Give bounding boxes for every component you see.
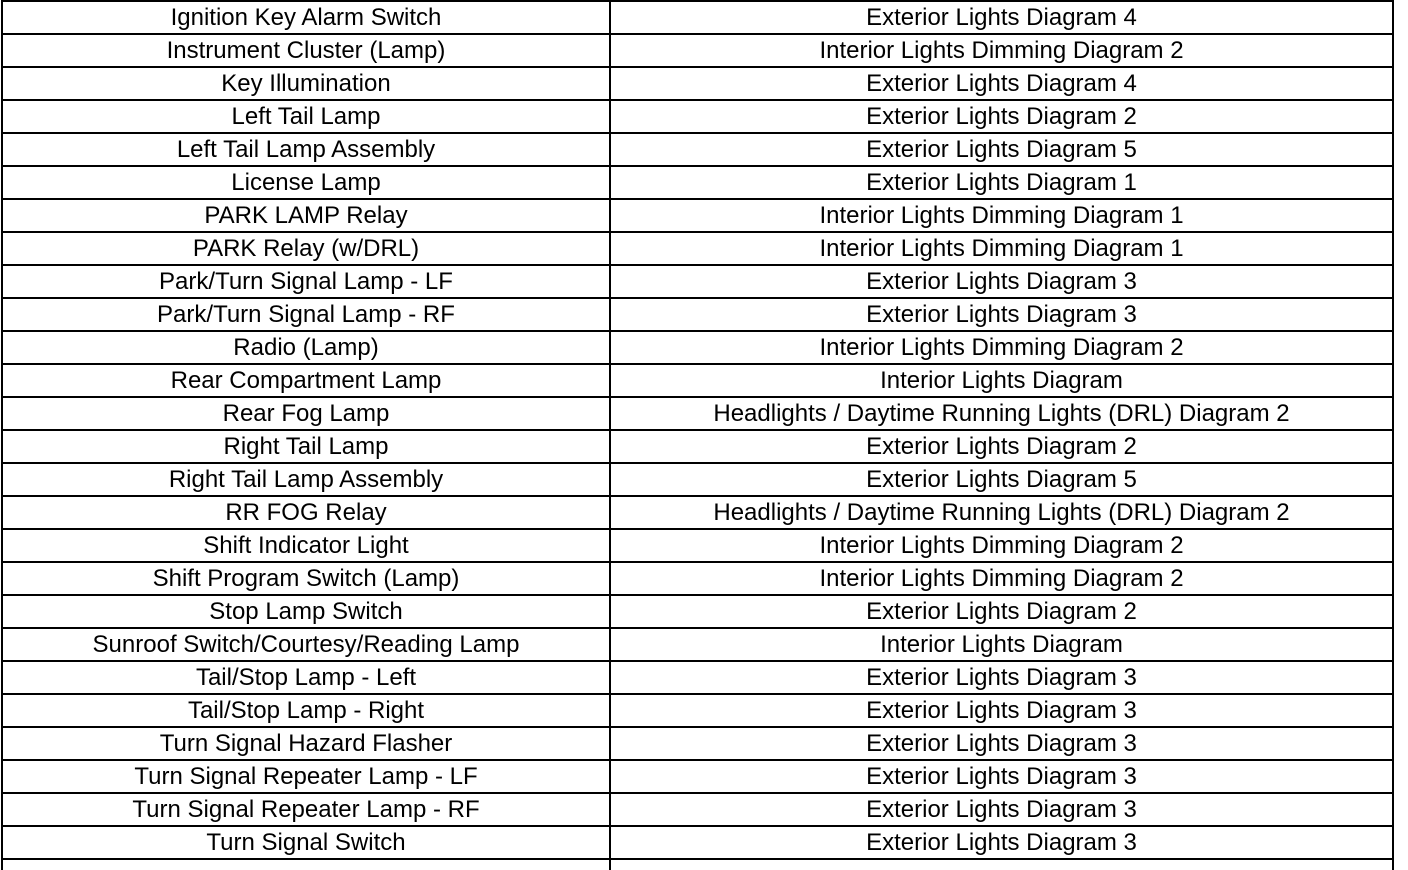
component-name-cell: Left Tail Lamp Assembly bbox=[2, 133, 610, 166]
component-name-cell: PARK LAMP Relay bbox=[2, 199, 610, 232]
diagram-location-cell: Exterior Lights Diagram 5 bbox=[610, 133, 1393, 166]
component-name-cell: Shift Program Switch (Lamp) bbox=[2, 562, 610, 595]
diagram-location-cell: Exterior Lights Diagram 3 bbox=[610, 298, 1393, 331]
table-row-partial bbox=[2, 859, 1393, 870]
diagram-location-cell: Exterior Lights Diagram 2 bbox=[610, 595, 1393, 628]
table-row bbox=[2, 727, 1393, 760]
table-row bbox=[2, 364, 1393, 397]
table-row bbox=[2, 298, 1393, 331]
table-row bbox=[2, 34, 1393, 67]
diagram-location-cell: Exterior Lights Diagram 2 bbox=[610, 100, 1393, 133]
component-name-cell: Park/Turn Signal Lamp - LF bbox=[2, 265, 610, 298]
diagram-location-cell: Interior Lights Diagram bbox=[610, 628, 1393, 661]
component-cell-empty bbox=[2, 859, 610, 870]
diagram-location-cell: Interior Lights Dimming Diagram 2 bbox=[610, 331, 1393, 364]
component-name-cell: Left Tail Lamp bbox=[2, 100, 610, 133]
diagram-location-cell: Exterior Lights Diagram 3 bbox=[610, 826, 1393, 859]
table-row bbox=[2, 199, 1393, 232]
table-row bbox=[2, 463, 1393, 496]
table-row bbox=[2, 133, 1393, 166]
component-name-cell: Key Illumination bbox=[2, 67, 610, 100]
table-row bbox=[2, 595, 1393, 628]
diagram-location-cell: Exterior Lights Diagram 4 bbox=[610, 67, 1393, 100]
table-row bbox=[2, 628, 1393, 661]
diagram-location-cell: Interior Lights Diagram bbox=[610, 364, 1393, 397]
component-name-cell: Sunroof Switch/Courtesy/Reading Lamp bbox=[2, 628, 610, 661]
component-name-cell: Tail/Stop Lamp - Left bbox=[2, 661, 610, 694]
component-name-cell: Radio (Lamp) bbox=[2, 331, 610, 364]
table-row bbox=[2, 661, 1393, 694]
component-name-cell: License Lamp bbox=[2, 166, 610, 199]
component-name-cell: Instrument Cluster (Lamp) bbox=[2, 34, 610, 67]
table-row bbox=[2, 826, 1393, 859]
diagram-location-cell: Exterior Lights Diagram 3 bbox=[610, 727, 1393, 760]
component-name-cell: Rear Fog Lamp bbox=[2, 397, 610, 430]
component-name-cell: Stop Lamp Switch bbox=[2, 595, 610, 628]
table-row bbox=[2, 265, 1393, 298]
component-name-cell: Turn Signal Switch bbox=[2, 826, 610, 859]
diagram-location-cell: Exterior Lights Diagram 3 bbox=[610, 661, 1393, 694]
table-row bbox=[2, 760, 1393, 793]
table-row bbox=[2, 562, 1393, 595]
diagram-location-cell: Exterior Lights Diagram 1 bbox=[610, 166, 1393, 199]
table-row bbox=[2, 331, 1393, 364]
table-row bbox=[2, 100, 1393, 133]
component-name-cell: RR FOG Relay bbox=[2, 496, 610, 529]
component-name-cell: Right Tail Lamp bbox=[2, 430, 610, 463]
table-row bbox=[2, 793, 1393, 826]
diagram-location-cell: Exterior Lights Diagram 3 bbox=[610, 694, 1393, 727]
table-row bbox=[2, 430, 1393, 463]
component-name-cell: PARK Relay (w/DRL) bbox=[2, 232, 610, 265]
component-name-cell: Ignition Key Alarm Switch bbox=[2, 1, 610, 34]
component-name-cell: Turn Signal Repeater Lamp - LF bbox=[2, 760, 610, 793]
table-row bbox=[2, 67, 1393, 100]
diagram-location-cell: Headlights / Daytime Running Lights (DRL) Diagram 2 bbox=[610, 496, 1393, 529]
diagram-location-cell: Exterior Lights Diagram 3 bbox=[610, 793, 1393, 826]
table-row bbox=[2, 529, 1393, 562]
table-row bbox=[2, 1, 1393, 34]
diagram-location-cell: Interior Lights Dimming Diagram 2 bbox=[610, 34, 1393, 67]
component-name-cell: Turn Signal Repeater Lamp - RF bbox=[2, 793, 610, 826]
component-name-cell: Shift Indicator Light bbox=[2, 529, 610, 562]
diagram-location-cell: Exterior Lights Diagram 4 bbox=[610, 1, 1393, 34]
diagram-location-cell: Interior Lights Dimming Diagram 1 bbox=[610, 232, 1393, 265]
diagram-location-cell: Headlights / Daytime Running Lights (DRL) Diagram 2 bbox=[610, 397, 1393, 430]
diagram-location-cell: Interior Lights Dimming Diagram 2 bbox=[610, 562, 1393, 595]
table-row bbox=[2, 397, 1393, 430]
diagram-location-cell: Exterior Lights Diagram 3 bbox=[610, 265, 1393, 298]
component-locator-table bbox=[1, 0, 1394, 870]
component-name-cell: Tail/Stop Lamp - Right bbox=[2, 694, 610, 727]
table-row bbox=[2, 694, 1393, 727]
component-name-cell: Turn Signal Hazard Flasher bbox=[2, 727, 610, 760]
component-name-cell: Park/Turn Signal Lamp - RF bbox=[2, 298, 610, 331]
location-cell-empty bbox=[610, 859, 1393, 870]
table-row bbox=[2, 232, 1393, 265]
diagram-location-cell: Exterior Lights Diagram 5 bbox=[610, 463, 1393, 496]
diagram-location-cell: Interior Lights Dimming Diagram 1 bbox=[610, 199, 1393, 232]
component-name-cell: Rear Compartment Lamp bbox=[2, 364, 610, 397]
table-row bbox=[2, 496, 1393, 529]
component-name-cell: Right Tail Lamp Assembly bbox=[2, 463, 610, 496]
diagram-location-cell: Interior Lights Dimming Diagram 2 bbox=[610, 529, 1393, 562]
table-body bbox=[2, 1, 1393, 870]
diagram-location-cell: Exterior Lights Diagram 3 bbox=[610, 760, 1393, 793]
table-row bbox=[2, 166, 1393, 199]
diagram-location-cell: Exterior Lights Diagram 2 bbox=[610, 430, 1393, 463]
